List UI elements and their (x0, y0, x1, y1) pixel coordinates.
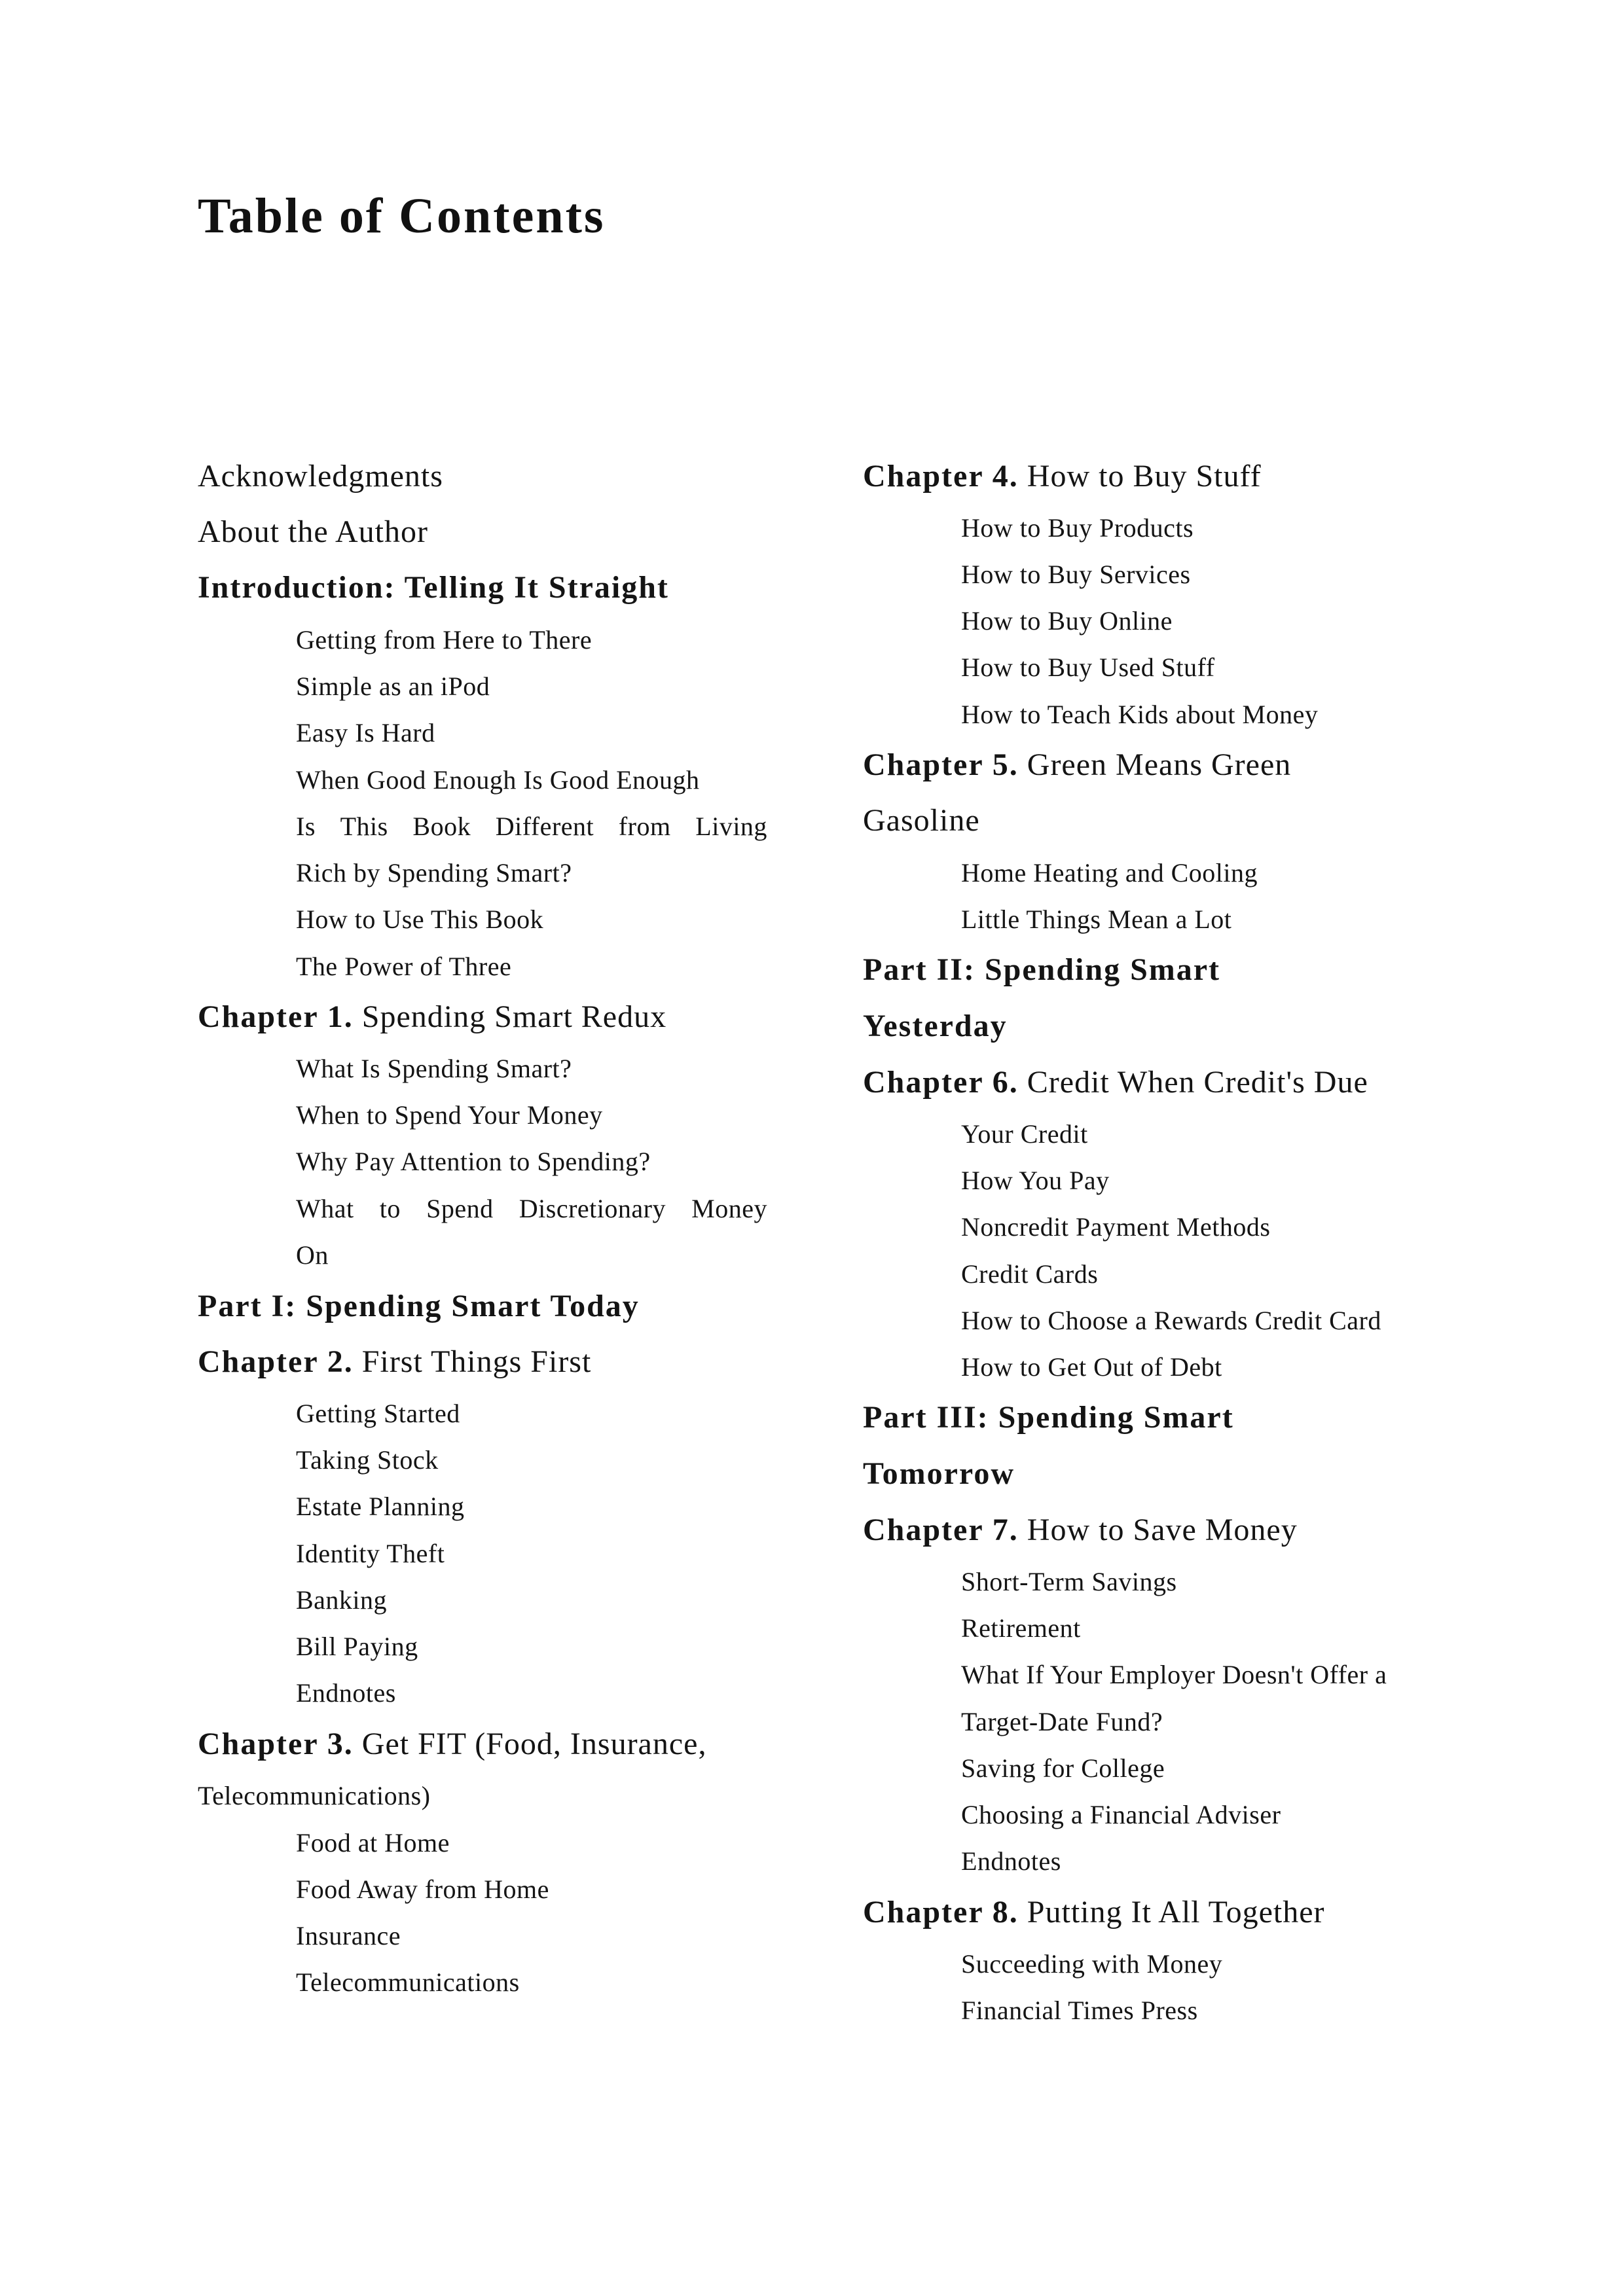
chapter-title: How to Save Money (1027, 1513, 1298, 1547)
toc-chapter-1[interactable] (198, 1001, 666, 1033)
toc-ch2-item[interactable]: Taking Stock (296, 1445, 439, 1475)
toc-ch6-item[interactable]: Noncredit Payment Methods (961, 1212, 1271, 1242)
toc-intro-item[interactable]: When Good Enough Is Good Enough (296, 765, 700, 795)
toc-intro-item[interactable]: How to Use This Book (296, 905, 544, 934)
toc-ch5-item[interactable]: Little Things Mean a Lot (961, 905, 1232, 934)
toc-ch7-item[interactable]: What If Your Employer Doesn't Offer a (961, 1660, 1387, 1689)
toc-ch1-item[interactable]: Why Pay Attention to Spending? (296, 1147, 651, 1176)
toc-ch2-item[interactable]: Banking (296, 1585, 388, 1615)
toc-ch3-item[interactable]: Food at Home (296, 1828, 450, 1857)
toc-word: Living (695, 812, 767, 841)
toc-chapter-6[interactable] (863, 1067, 1368, 1098)
toc-ch2-item[interactable]: Bill Paying (296, 1632, 418, 1661)
toc-ch8-item[interactable]: Financial Times Press (961, 1996, 1198, 2025)
toc-word: to (379, 1194, 401, 1223)
toc-ch3-item[interactable]: Telecommunications (296, 1967, 520, 1997)
toc-about-author[interactable]: About the Author (198, 514, 428, 549)
toc-ch7-item[interactable]: Endnotes (961, 1846, 1061, 1876)
toc-ch4-item[interactable]: How to Buy Products (961, 513, 1194, 543)
toc-ch7-item[interactable]: Short-Term Savings (961, 1567, 1177, 1596)
toc-ch2-item[interactable]: Getting Started (296, 1399, 460, 1428)
chapter-title: Get FIT (Food, Insurance, (361, 1727, 707, 1761)
toc-chapter-4[interactable] (863, 461, 1262, 492)
toc-ch1-item[interactable]: When to Spend Your Money (296, 1100, 603, 1130)
toc-ch5-item[interactable]: Home Heating and Cooling (961, 858, 1258, 888)
toc-ch6-item[interactable]: How You Pay (961, 1166, 1110, 1195)
toc-ch7-item[interactable]: Saving for College (961, 1753, 1165, 1783)
toc-word: Different (495, 812, 594, 841)
chapter-number: Chapter 8. (863, 1895, 1019, 1929)
page-title: Table of Contents (198, 188, 606, 243)
toc-chapter-5[interactable] (863, 749, 1291, 781)
toc-word: from (618, 812, 671, 841)
toc-ch2-item[interactable]: Endnotes (296, 1678, 396, 1708)
toc-ch6-item[interactable]: How to Choose a Rewards Credit Card (961, 1306, 1381, 1335)
chapter-number: Chapter 2. (198, 1344, 354, 1379)
toc-part-2-continued[interactable]: Yesterday (863, 1009, 1008, 1043)
toc-word: Discretionary (519, 1194, 666, 1223)
chapter-title: Putting It All Together (1027, 1895, 1325, 1929)
toc-part-3-continued[interactable]: Tomorrow (863, 1456, 1015, 1491)
toc-ch3-item[interactable]: Food Away from Home (296, 1874, 549, 1904)
toc-part-1[interactable]: Part I: Spending Smart Today (198, 1289, 640, 1323)
chapter-number: Chapter 6. (863, 1065, 1019, 1100)
toc-ch7-item[interactable]: Choosing a Financial Adviser (961, 1800, 1281, 1829)
toc-chapter-3-continued[interactable]: Telecommunications) (198, 1781, 431, 1810)
toc-ch1-item[interactable]: What Is Spending Smart? (296, 1054, 572, 1083)
toc-chapter-5-continued[interactable]: Gasoline (863, 803, 980, 838)
toc-ch7-item[interactable]: Target-Date Fund? (961, 1707, 1163, 1736)
toc-ch2-item[interactable]: Estate Planning (296, 1492, 465, 1521)
toc-chapter-3[interactable] (198, 1729, 706, 1760)
toc-part-2[interactable]: Part II: Spending Smart (863, 952, 1221, 987)
toc-chapter-8[interactable] (863, 1897, 1325, 1928)
toc-ch2-item[interactable]: Identity Theft (296, 1539, 445, 1568)
toc-introduction[interactable]: Introduction: Telling It Straight (198, 570, 669, 605)
toc-intro-item[interactable]: The Power of Three (296, 952, 512, 981)
toc-ch1-item-justified[interactable] (296, 1196, 767, 1222)
toc-word: Is (296, 812, 316, 841)
toc-word: Book (412, 812, 471, 841)
chapter-number: Chapter 3. (198, 1727, 354, 1761)
chapter-number: Chapter 5. (863, 747, 1019, 782)
toc-chapter-7[interactable] (863, 1515, 1298, 1546)
toc-word: Money (691, 1194, 767, 1223)
toc-ch4-item[interactable]: How to Buy Used Stuff (961, 653, 1215, 682)
chapter-title: First Things First (361, 1344, 592, 1379)
toc-ch6-item[interactable]: Your Credit (961, 1119, 1088, 1149)
chapter-title: Green Means Green (1027, 747, 1292, 782)
toc-part-3[interactable]: Part III: Spending Smart (863, 1400, 1234, 1435)
toc-ch1-item[interactable]: On (296, 1240, 329, 1270)
toc-intro-item[interactable]: Getting from Here to There (296, 625, 593, 655)
toc-intro-item[interactable]: Easy Is Hard (296, 718, 435, 747)
toc-intro-item-justified[interactable] (296, 814, 767, 840)
toc-intro-item[interactable]: Simple as an iPod (296, 672, 490, 701)
chapter-number: Chapter 1. (198, 999, 354, 1034)
toc-ch8-item[interactable]: Succeeding with Money (961, 1949, 1223, 1979)
toc-chapter-2[interactable] (198, 1346, 591, 1378)
toc-ch4-item[interactable]: How to Buy Services (961, 560, 1191, 589)
toc-intro-item[interactable]: Rich by Spending Smart? (296, 858, 572, 888)
toc-ch6-item[interactable]: Credit Cards (961, 1259, 1099, 1289)
chapter-title: How to Buy Stuff (1027, 459, 1262, 493)
chapter-title: Spending Smart Redux (361, 999, 667, 1034)
chapter-number: Chapter 7. (863, 1513, 1019, 1547)
toc-ch4-item[interactable]: How to Buy Online (961, 606, 1173, 636)
chapter-title: Credit When Credit's Due (1027, 1065, 1368, 1100)
toc-acknowledgments[interactable]: Acknowledgments (198, 459, 443, 493)
toc-ch7-item[interactable]: Retirement (961, 1613, 1081, 1643)
toc-word: What (296, 1194, 354, 1223)
toc-word: This (340, 812, 388, 841)
toc-ch4-item[interactable]: How to Teach Kids about Money (961, 700, 1319, 729)
toc-word: Spend (426, 1194, 494, 1223)
toc-ch6-item[interactable]: How to Get Out of Debt (961, 1352, 1222, 1382)
chapter-number: Chapter 4. (863, 459, 1019, 493)
toc-ch3-item[interactable]: Insurance (296, 1921, 401, 1950)
